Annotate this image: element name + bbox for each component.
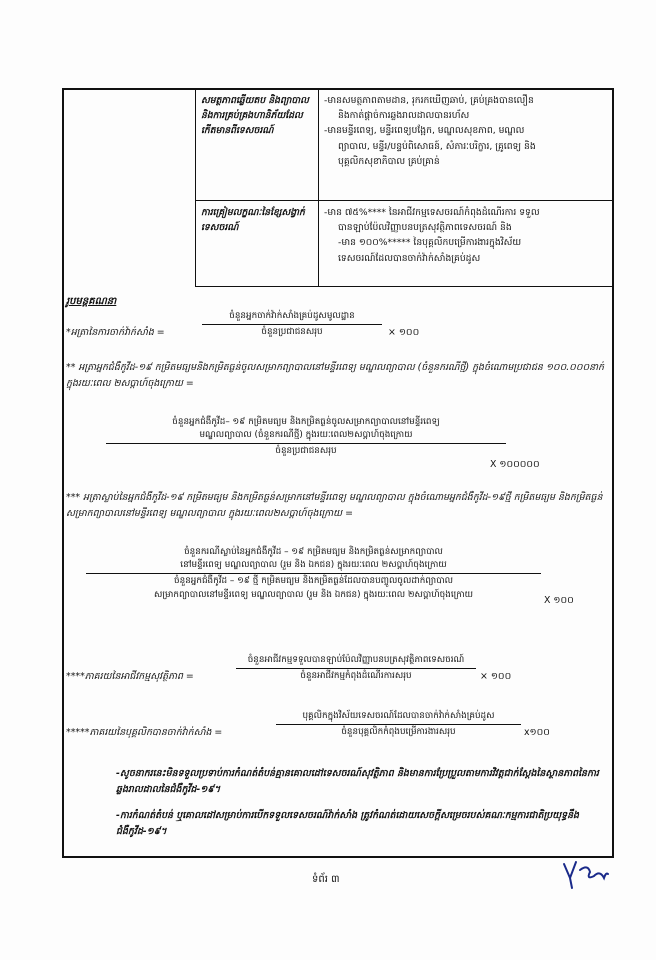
note5-numerator: បុគ្គលិកក្នុងវិស័យទេសចរណ៍ដែលបានចាក់វ៉ាក់សាំងគ្រប់ដូស <box>302 711 495 721</box>
note2-fraction <box>106 416 506 459</box>
indicator-line: -មានមន្ទីរពេទ្យ, មន្ទីរពេទ្យបង្អែក, មណ្ឌលសុខភាព, មណ្ឌល <box>324 125 525 137</box>
fraction-bar <box>202 324 382 325</box>
indicator-line: និងកាត់ផ្តាច់ការឆ្លងរាលដាលបានរហ័ស <box>338 110 470 122</box>
note1-fraction <box>202 310 382 339</box>
note4-denominator: ចំនួនអាជីវកម្មកំពុងដំណើរការសរុប <box>300 671 412 682</box>
indicator-line: បុគ្គលិកសុខាភិបាល គ្រប់គ្រាន់ <box>338 155 440 167</box>
note4-fraction <box>236 654 476 683</box>
note2-numerator-line1: ចំនួនអ្នកជំងឺកូវីដ– ១៩ កម្រិតមធ្យម និងកម្រិតធ្ងន់ចូលសម្រាកព្យាបាលនៅមន្ទីរពេទ្យ <box>172 417 440 427</box>
note2-text: ** អត្រាអ្នកជំងឺកូវីដ-១៩ កម្រិតមធ្យមនិងកម្រិតធ្ងន់ចូលសម្រាកព្យាបាលនៅមន្ទីរពេទ្យ មណ្ឌលព្យាបាល (ចំនួនករណីថ្មី) ក្នុងចំណោមប្រជាជន ១០០.០០០នាក់ ក្នុងរយៈពេល ២សប្តាហ៍ចុងក្រោយ = <box>66 362 604 389</box>
indicator-line: ព្យាបាល, មន្ទីរ/បន្ទប់ពិសោធន៍, សំភារៈបរិក្ខារ, គ្រូពេទ្យ និង <box>338 140 536 152</box>
criteria-label: ការគ្រៀមលក្ខណៈនៃខ្សែសង្វាក់ទេសចរណ៍ <box>196 201 319 287</box>
note4-multiplier: × ១០០ <box>480 671 512 682</box>
signature <box>560 858 610 894</box>
fraction-bar <box>276 724 521 725</box>
note5-fraction <box>276 710 521 739</box>
note1-numerator: ចំនួនអ្នកចាក់វ៉ាក់សាំងគ្រប់ដូសមូលដ្ឋាន <box>229 311 355 321</box>
table-row <box>196 89 614 201</box>
note3-multiplier: X ១០០ <box>544 595 574 606</box>
fraction-bar <box>86 573 541 574</box>
note2-numerator-line2: មណ្ឌលព្យាបាល (ចំនួនករណីថ្មី) ក្នុងរយៈពេល២សប្តាហ៍ចុងក្រោយ <box>199 430 413 441</box>
note1-denominator: ចំនួនប្រជាជនសរុប <box>261 327 323 338</box>
note3-denominator-line2: សម្រាកព្យាបាលនៅមន្ទីរពេទ្យ មណ្ឌលព្យាបាល (រួម និង ឯកជន) ក្នុងរយៈពេល ២សប្តាហ៍ចុងក្រោយ <box>153 589 473 600</box>
criteria-indicators <box>319 89 614 201</box>
note4-label: ****ភាគរយនៃអាជីវកម្មសុវត្ថិភាព = <box>66 671 194 682</box>
note2-denominator: ចំនួនប្រជាជនសរុប <box>275 446 337 457</box>
note3-numerator-line2: នៅមន្ទីរពេទ្យ មណ្ឌលព្យាបាល (រួម និង ឯកជន) ក្នុងរយៈពេល ២សប្តាហ៍ចុងក្រោយ <box>180 560 447 571</box>
note3-denominator-line1: ចំនួនអ្នកជំងឺកូវីដ – ១៩ ថ្មី កម្រិតមធ្យម និងកម្រិតធ្ងន់ដែលបានបញ្ចូលចូលដាក់ព្យាបាល <box>174 576 453 587</box>
indicator-line: បានឡាប់ប៉ែលវិញ្ញាបនបត្រសុវត្ថិភាពទេសចរណ៍ និង <box>338 222 512 234</box>
notes-title: រូបមន្តគណនា <box>66 296 117 307</box>
fraction-bar <box>236 668 476 669</box>
note3-numerator-line1: ចំនួនករណីស្លាប់នៃអ្នកជំងឺកូវីដ – ១៩ កម្រិតមធ្យម និងកម្រិតធ្ងន់សម្រាកព្យាបាល <box>184 547 443 557</box>
note4-numerator: ចំនួនអាជីវកម្មទទួលបានឡាប់ប៉ែលវិញ្ញាបនបត្រសុវត្ថិភាពទេសចរណ៍ <box>247 655 465 665</box>
indicator-line: -មានសមត្ថភាពតាមដាន, រុករកឃើញឆាប់, គ្រប់គ្រងបានលឿន <box>324 95 534 106</box>
page-number: ទំព័រ ៣ <box>312 874 340 885</box>
footer-paragraph: -ការកំណត់តំបន់ ឬគោលដៅសម្រាប់ការបើកទទួលទេសចរណ៍វ៉ាក់សាំង ត្រូវកំណត់ដោយសេចក្តីសម្រេចរបស់គណៈកម្មការជាតិប្រយុទ្ធនឹងជំងឺកូវីដ-១៩។ <box>116 810 579 838</box>
criteria-table <box>195 88 614 287</box>
signature-mark <box>560 858 610 890</box>
criteria-label: សមត្ថភាពឆ្លើយតប និងព្យាបាល និងការគ្រប់គ្រងហានិភ័យដែលកើតមានពីទេសចរណ៍ <box>196 89 319 201</box>
note2-multiplier: X ១០០០០០ <box>490 459 540 470</box>
note3-text: *** អត្រាស្លាប់នៃអ្នកជំងឺកូវីដ-១៩ កម្រិតមធ្យម និងកម្រិតធ្ងន់សម្រាកនៅមន្ទីរពេទ្យ មណ្ឌលព្យាបាល ក្នុងចំណោមអ្នកជំងឺកូវីដ-១៩ថ្មី កម្រិតមធ្យម និងកម្រិតធ្ងន់សម្រាកព្យាបាលនៅមន្ទីរពេទ្យ មណ្ឌលព្យាបាល ក្នុងរយៈពេល២សប្តាហ៍ចុងក្រោយ = <box>66 492 603 519</box>
note5-multiplier: x១០០ <box>524 727 550 738</box>
note5-label: *****ភាគរយនៃបុគ្គលិកបានចាក់វ៉ាក់សាំង = <box>66 727 223 738</box>
criteria-indicators <box>319 201 614 287</box>
table-row <box>196 201 614 287</box>
footer-paragraph: -សូចនាករនេះមិនទទួលប្រទាប់ការកំណត់តំបន់គ្មានគោលដៅទេសចរណ៍សុវត្ថិភាព និងមានការប្រែប្រួលតាមការវិវត្តជាក់ស្តែងនៃស្ថានភាពនៃការឆ្លងរាលដាលនៃជំងឺកូវីដ-១៩។ <box>116 768 599 796</box>
indicator-line: ទេសចរណ៍ដែលបានចាក់វ៉ាក់សាំងគ្រប់ដូស <box>338 252 481 264</box>
indicator-line: -មាន ១០០%***** នៃបុគ្គលិកបម្រើការងារក្នុងវិស័យ <box>338 237 522 249</box>
note1-label: *អត្រានៃការចាក់វ៉ាក់សាំង = <box>66 327 165 338</box>
fraction-bar <box>106 443 506 444</box>
note5-denominator: ចំនួនបុគ្គលិកកំពុងបម្រើការងារសរុប <box>341 727 456 738</box>
note1-multiplier: × ១០០ <box>388 327 420 338</box>
note3-fraction <box>86 546 541 602</box>
indicator-line: -មាន ៧៥%**** នៃអាជីវកម្មទេសចរណ៍កំពុងដំណើរការ ទទួល <box>324 207 540 218</box>
